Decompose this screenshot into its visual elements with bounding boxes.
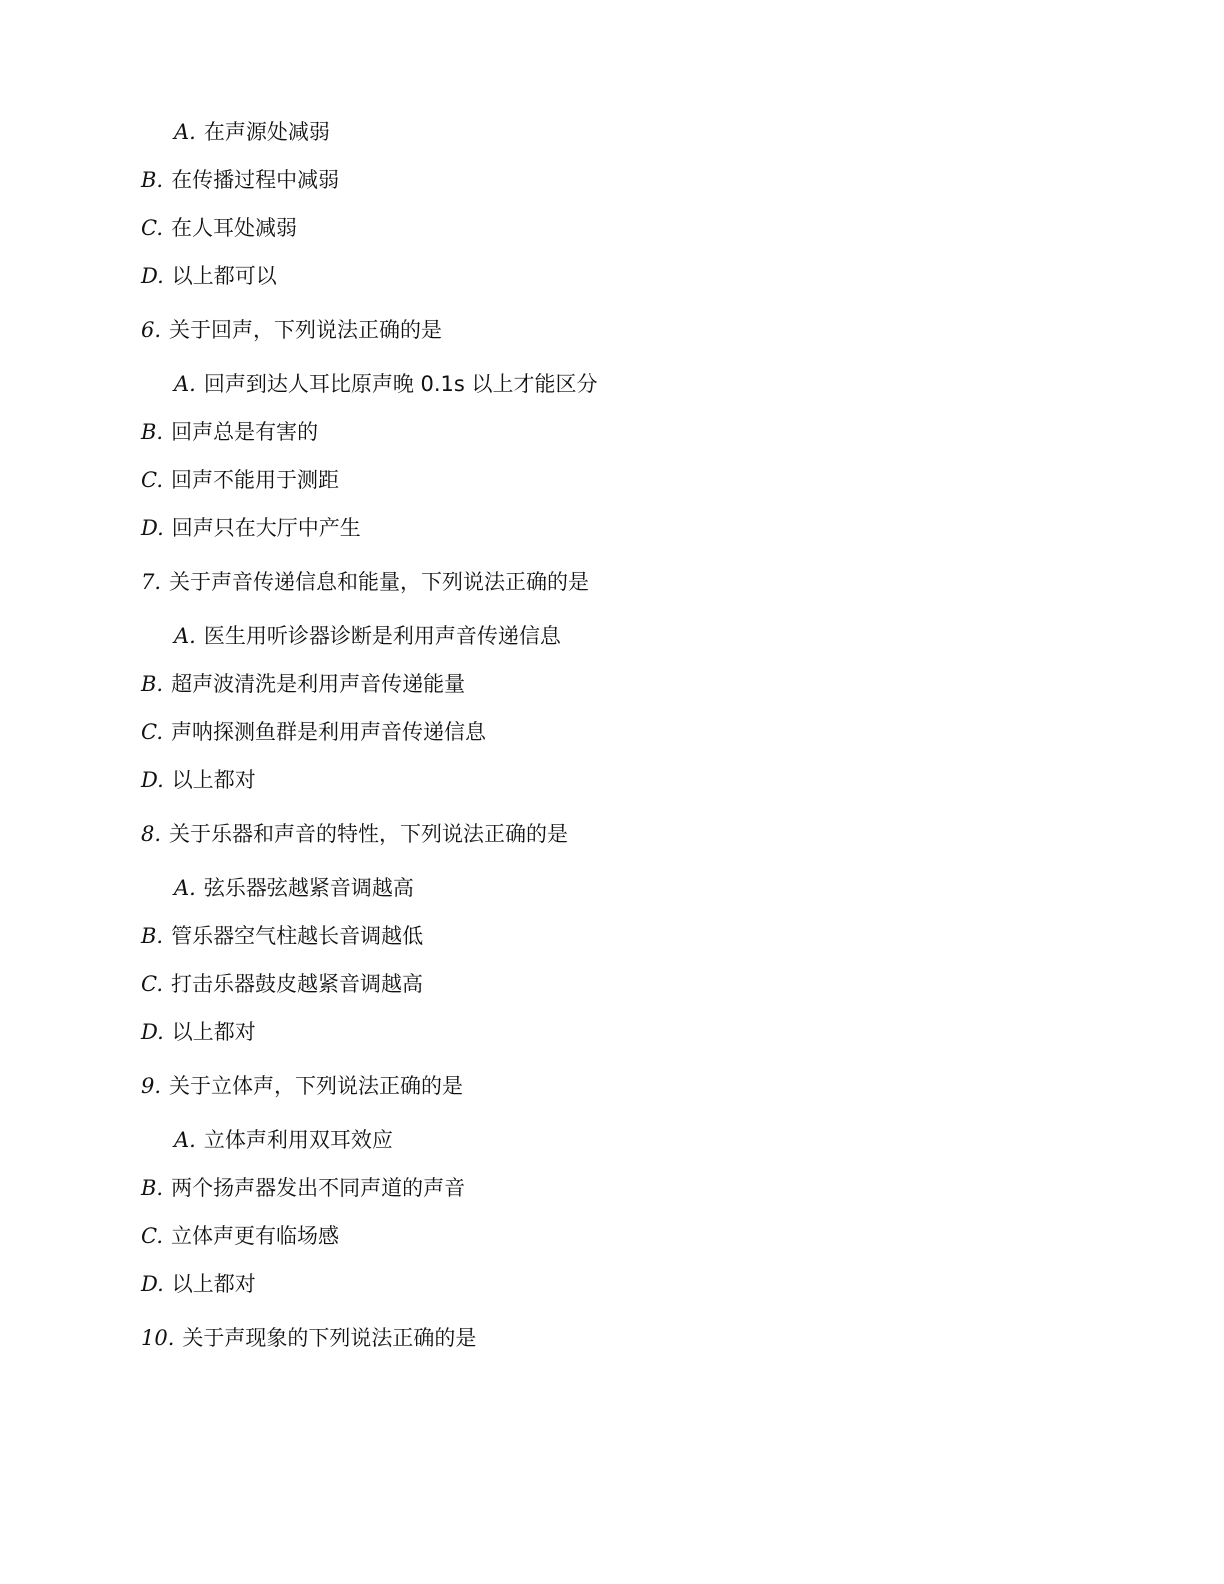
- option-marker: A.: [174, 624, 196, 648]
- option-text: 超声波清洗是利用声音传递能量: [171, 672, 466, 696]
- option-marker: A.: [174, 372, 196, 396]
- option-line: [174, 118, 330, 146]
- question-line: [141, 1072, 463, 1100]
- option-line: [141, 670, 465, 698]
- question-number: 9.: [141, 1074, 162, 1098]
- option-marker: D.: [141, 1272, 164, 1296]
- option-marker: A.: [174, 1128, 196, 1152]
- question-line: [141, 568, 589, 596]
- option-marker: C.: [141, 1224, 163, 1248]
- option-line: [141, 1174, 465, 1202]
- question-text: 关于立体声，下列说法正确的是: [169, 1074, 464, 1098]
- option-text: 声呐探测鱼群是利用声音传递信息: [171, 720, 486, 744]
- option-marker: B.: [141, 1176, 164, 1200]
- option-text: 在人耳处减弱: [171, 216, 297, 240]
- option-text: 打击乐器鼓皮越紧音调越高: [171, 972, 423, 996]
- option-text: 医生用听诊器诊断是利用声音传递信息: [203, 624, 561, 648]
- option-marker: D.: [141, 264, 164, 288]
- option-marker: D.: [141, 516, 164, 540]
- option-text: 回声不能用于测距: [171, 468, 339, 492]
- option-marker: B.: [141, 168, 164, 192]
- option-line: [174, 1126, 393, 1154]
- option-line: [141, 262, 277, 290]
- question-line: [141, 316, 442, 344]
- option-text: 管乐器空气柱越长音调越低: [171, 924, 424, 948]
- option-line: [174, 874, 414, 902]
- option-line: [141, 718, 486, 746]
- option-marker: A.: [174, 876, 196, 900]
- option-line: [141, 166, 339, 194]
- question-number: 7.: [141, 570, 162, 594]
- option-line: [141, 1222, 339, 1250]
- option-marker: A.: [174, 120, 196, 144]
- option-text: 立体声更有临场感: [171, 1224, 339, 1248]
- option-line: [141, 418, 318, 446]
- option-text: 回声到达人耳比原声晚 0.1s 以上才能区分: [203, 372, 598, 396]
- question-number: 8.: [141, 822, 162, 846]
- question-number: 10.: [141, 1326, 175, 1350]
- question-text: 关于乐器和声音的特性，下列说法正确的是: [169, 822, 569, 846]
- option-line: [174, 370, 598, 398]
- option-text: 回声只在大厅中产生: [171, 516, 361, 540]
- option-line: [174, 622, 561, 650]
- option-line: [141, 922, 423, 950]
- option-marker: C.: [141, 720, 163, 744]
- question-number: 6.: [141, 318, 162, 342]
- question-text: 关于声现象的下列说法正确的是: [182, 1326, 477, 1350]
- option-line: [141, 1018, 256, 1046]
- option-marker: D.: [141, 768, 164, 792]
- option-text: 在声源处减弱: [203, 120, 330, 144]
- option-text: 以上都对: [171, 768, 256, 792]
- option-text: 以上都对: [171, 1020, 256, 1044]
- option-marker: C.: [141, 216, 163, 240]
- option-line: [141, 214, 297, 242]
- option-marker: D.: [141, 1020, 164, 1044]
- option-text: 两个扬声器发出不同声道的声音: [171, 1176, 466, 1200]
- option-text: 在传播过程中减弱: [171, 168, 340, 192]
- option-line: [141, 970, 423, 998]
- option-text: 回声总是有害的: [171, 420, 319, 444]
- option-line: [141, 514, 361, 542]
- option-line: [141, 466, 339, 494]
- option-text: 立体声利用双耳效应: [203, 1128, 393, 1152]
- option-marker: B.: [141, 672, 164, 696]
- question-text: 关于回声，下列说法正确的是: [169, 318, 443, 342]
- option-text: 弦乐器弦越紧音调越高: [203, 876, 414, 900]
- option-text: 以上都可以: [171, 264, 277, 288]
- question-line: [141, 820, 568, 848]
- option-line: [141, 766, 256, 794]
- option-marker: B.: [141, 420, 164, 444]
- option-text: 以上都对: [171, 1272, 256, 1296]
- option-marker: C.: [141, 972, 163, 996]
- question-text: 关于声音传递信息和能量，下列说法正确的是: [169, 570, 590, 594]
- option-marker: B.: [141, 924, 164, 948]
- option-line: [141, 1270, 256, 1298]
- question-line: [141, 1324, 476, 1352]
- option-marker: C.: [141, 468, 163, 492]
